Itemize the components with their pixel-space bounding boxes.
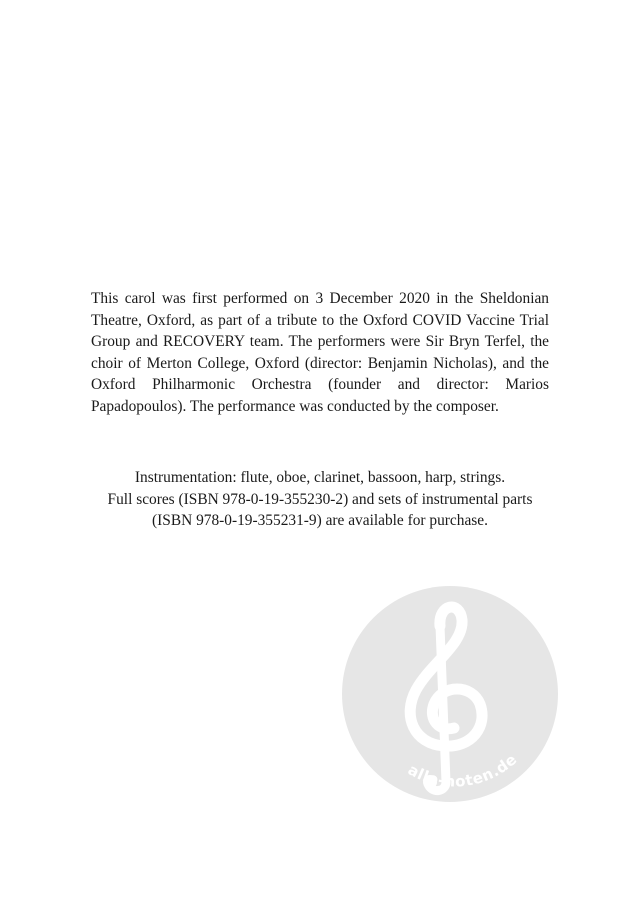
instrumental-parts-line: (ISBN 978-0-19-355231-9) are available for purchase. <box>152 512 488 529</box>
premiere-note-paragraph: This carol was first performed on 3 December 2020 in the Sheldonian Theatre, Oxford, as part of a tribute to the Oxford COVID Vaccine Trial Group and RECOVERY team. The performers were Sir Bryn Terfel, the choir of Merton College, Oxford (director: Benjamin Nicholas), and the Oxford Philharmonic Orchestra (founder and director: Marios Papadopoulos). The performance was conducted by the composer. <box>91 290 549 415</box>
instrumentation-line: Instrumentation: flute, oboe, clarinet, bassoon, harp, strings. <box>134 469 506 486</box>
full-scores-line: Full scores (ISBN 978-0-19-355230-2) and sets of instrumental parts <box>107 490 533 508</box>
instrumentation-block <box>60 467 580 532</box>
treble-clef-icon <box>342 586 558 802</box>
watermark-text: alle-noten.de <box>404 750 521 791</box>
watermark-seal <box>342 586 558 802</box>
